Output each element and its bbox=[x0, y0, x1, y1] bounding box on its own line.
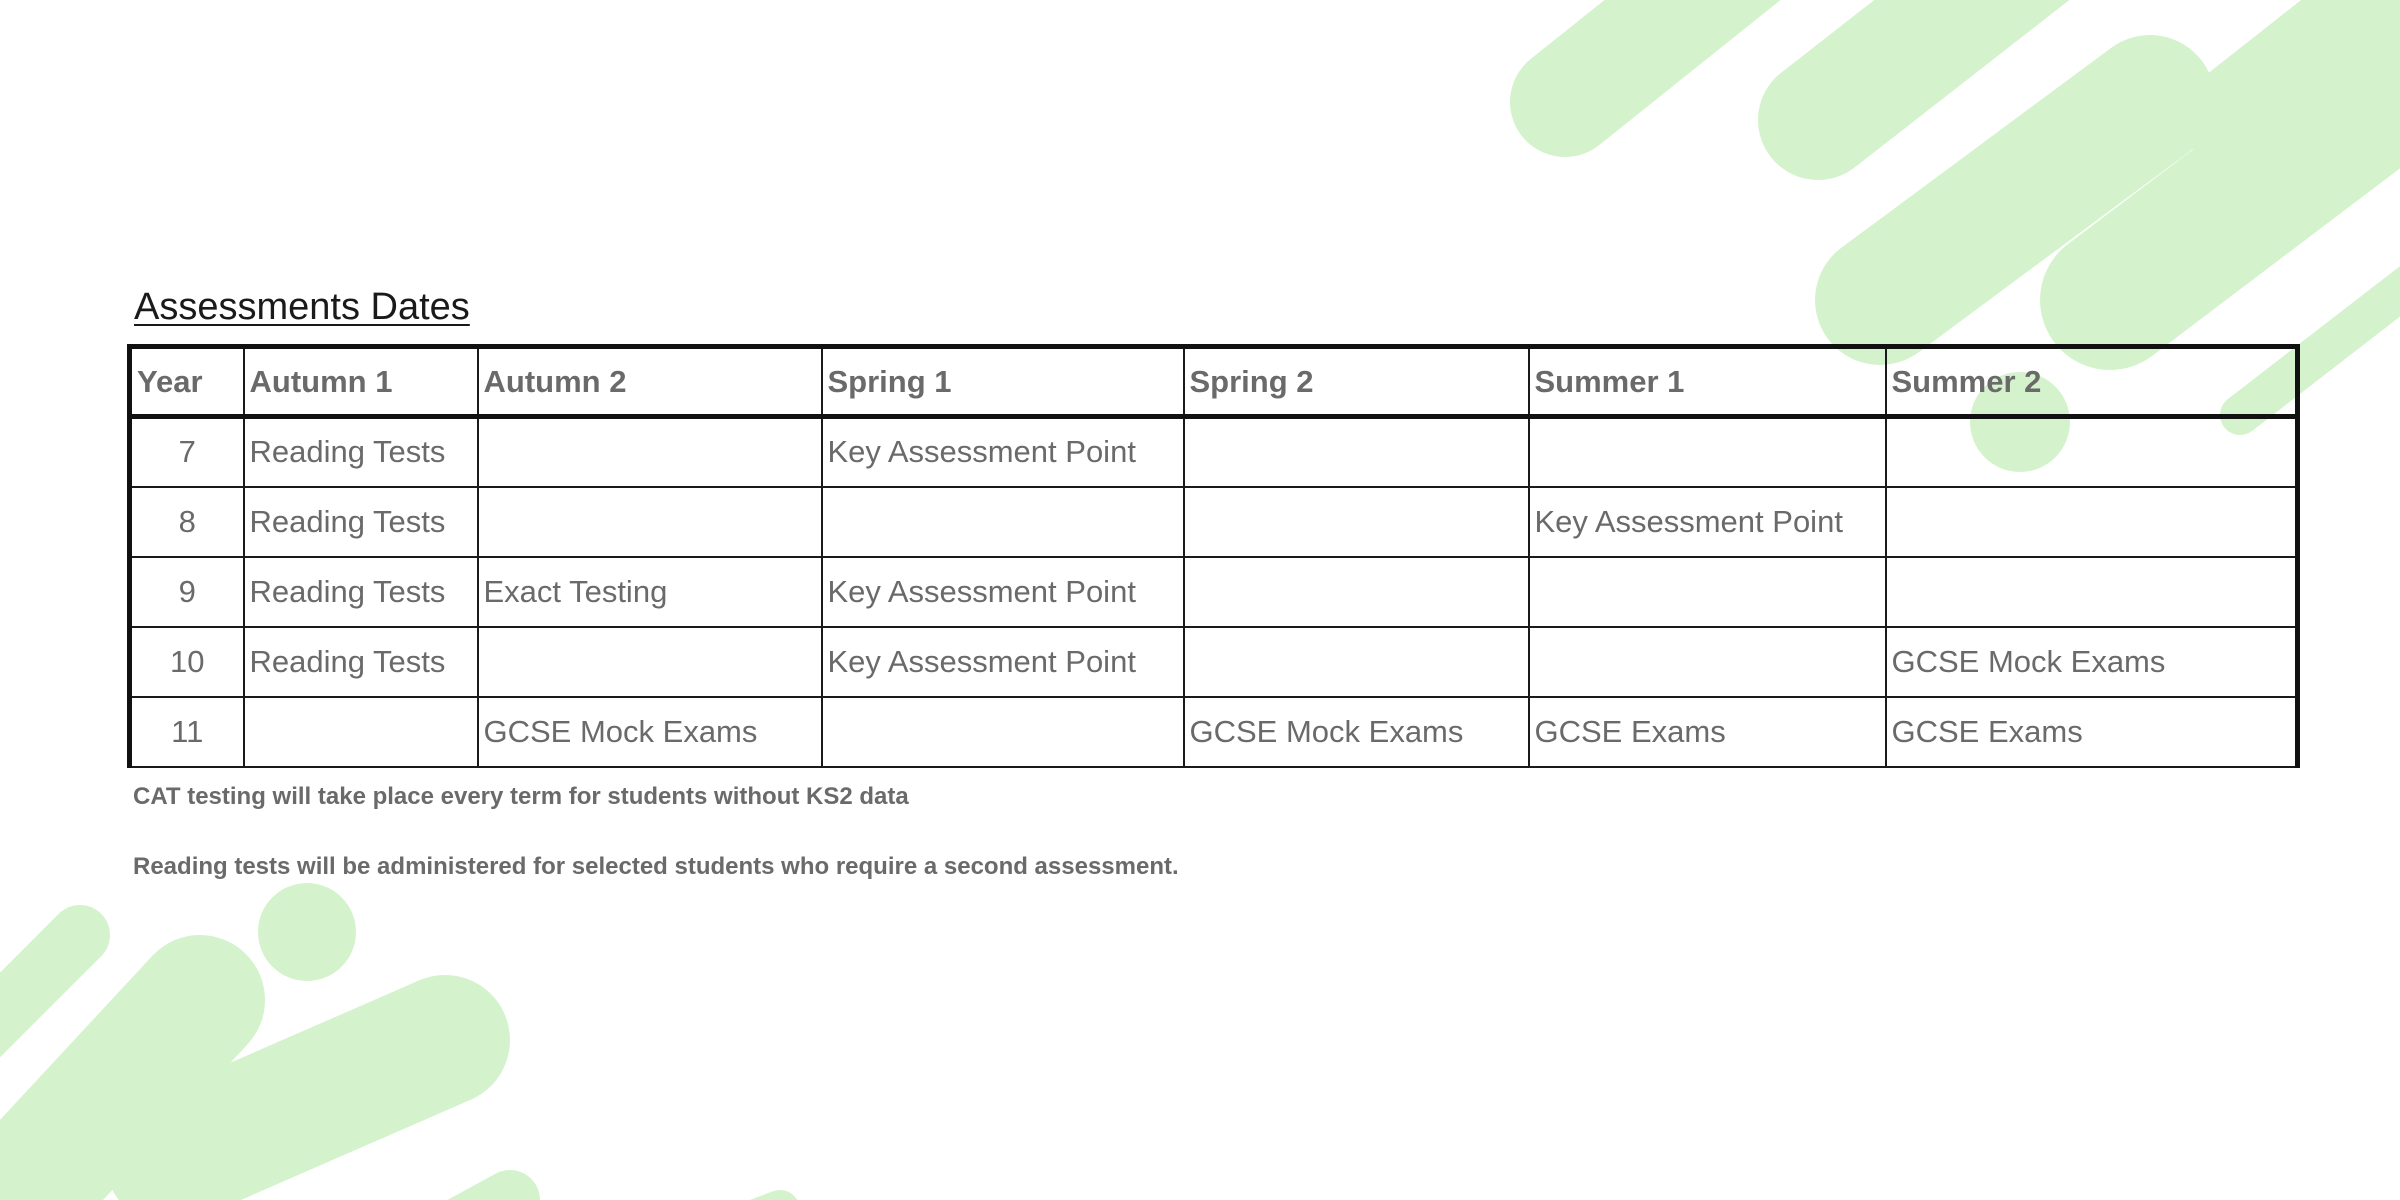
table-cell bbox=[822, 697, 1184, 767]
table-row bbox=[130, 627, 2298, 697]
table-header-row bbox=[130, 347, 2298, 417]
column-header-summer-1: Summer 1 bbox=[1529, 347, 1886, 417]
table-cell bbox=[1184, 627, 1529, 697]
column-header-year: Year bbox=[130, 347, 244, 417]
page-title: Assessments Dates bbox=[134, 286, 470, 328]
table-cell bbox=[244, 697, 478, 767]
year-cell: 8 bbox=[130, 487, 244, 557]
note-reading-tests: Reading tests will be administered for selected students who require a second assessment. bbox=[133, 853, 1179, 880]
table-cell bbox=[1529, 557, 1886, 627]
column-header-summer-2: Summer 2 bbox=[1886, 347, 2298, 417]
year-cell: 7 bbox=[130, 417, 244, 487]
table-cell bbox=[1529, 627, 1886, 697]
year-cell: 11 bbox=[130, 697, 244, 767]
table-row bbox=[130, 557, 2298, 627]
column-header-spring-2: Spring 2 bbox=[1184, 347, 1529, 417]
table-cell bbox=[478, 417, 822, 487]
table-cell: GCSE Mock Exams bbox=[1184, 697, 1529, 767]
table-cell: GCSE Mock Exams bbox=[478, 697, 822, 767]
table-cell: Key Assessment Point bbox=[822, 627, 1184, 697]
table-cell: Key Assessment Point bbox=[822, 417, 1184, 487]
table-cell bbox=[1886, 417, 2298, 487]
table-cell: Reading Tests bbox=[244, 417, 478, 487]
table-row bbox=[130, 417, 2298, 487]
table-row bbox=[130, 697, 2298, 767]
assessment-dates-table bbox=[127, 344, 2300, 768]
table-row bbox=[130, 487, 2298, 557]
table-cell bbox=[1886, 487, 2298, 557]
table-cell: GCSE Exams bbox=[1886, 697, 2298, 767]
column-header-autumn-2: Autumn 2 bbox=[478, 347, 822, 417]
table-cell: Exact Testing bbox=[478, 557, 822, 627]
table-cell bbox=[1184, 557, 1529, 627]
year-cell: 10 bbox=[130, 627, 244, 697]
table-cell bbox=[1184, 417, 1529, 487]
table-cell bbox=[478, 487, 822, 557]
table-cell: Reading Tests bbox=[244, 487, 478, 557]
table-cell: GCSE Exams bbox=[1529, 697, 1886, 767]
table-cell: Key Assessment Point bbox=[822, 557, 1184, 627]
table-cell bbox=[1529, 417, 1886, 487]
column-header-spring-1: Spring 1 bbox=[822, 347, 1184, 417]
table-cell bbox=[1184, 487, 1529, 557]
table-cell bbox=[822, 487, 1184, 557]
year-cell: 9 bbox=[130, 557, 244, 627]
table-cell bbox=[1886, 557, 2298, 627]
note-cat-testing: CAT testing will take place every term for students without KS2 data bbox=[133, 783, 909, 810]
table-cell: GCSE Mock Exams bbox=[1886, 627, 2298, 697]
table-cell: Reading Tests bbox=[244, 627, 478, 697]
column-header-autumn-1: Autumn 1 bbox=[244, 347, 478, 417]
table-cell: Reading Tests bbox=[244, 557, 478, 627]
table-cell: Key Assessment Point bbox=[1529, 487, 1886, 557]
table-cell bbox=[478, 627, 822, 697]
